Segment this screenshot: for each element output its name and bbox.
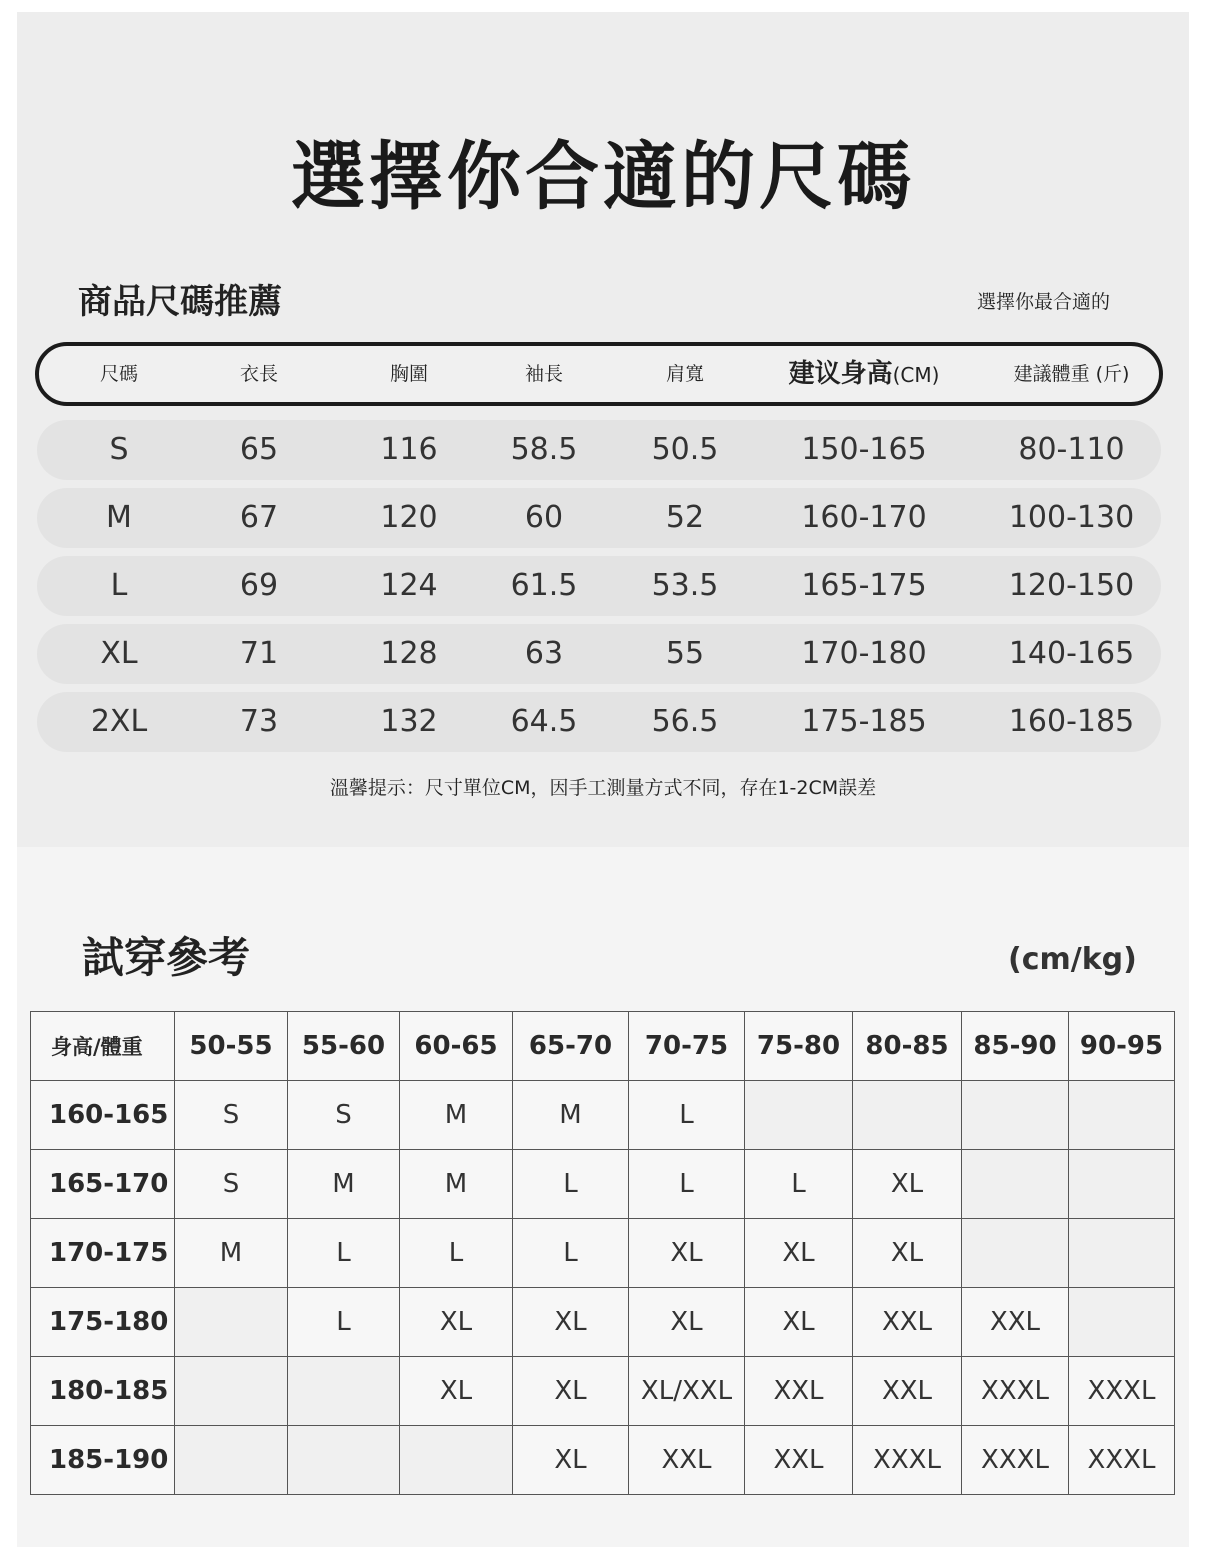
fit-size-cell: XL: [513, 1357, 629, 1426]
fit-size-cell: L: [629, 1081, 745, 1150]
fit-size-cell: M: [400, 1150, 513, 1219]
fit-unit: (cm/kg): [1008, 942, 1137, 977]
fit-size-cell: M: [288, 1150, 400, 1219]
fit-reference-table: [30, 1011, 1175, 1495]
fit-height-label: 180-185: [31, 1357, 175, 1426]
fit-size-cell: [962, 1150, 1069, 1219]
fit-size-cell: [288, 1357, 400, 1426]
header-chest: 胸圍: [389, 363, 428, 385]
fit-size-cell: XXXL: [1069, 1426, 1175, 1495]
fit-size-cell: XL: [745, 1288, 853, 1357]
fit-corner-label: 身高/體重: [31, 1012, 175, 1081]
fit-size-cell: XXXL: [962, 1426, 1069, 1495]
size-row: [37, 624, 1161, 684]
fit-size-cell: XXL: [745, 1426, 853, 1495]
fit-size-cell: L: [288, 1219, 400, 1288]
page-title: 選擇你合適的尺碼: [291, 134, 915, 220]
size-cell-height: 160-170: [801, 500, 927, 535]
fit-size-cell: L: [288, 1288, 400, 1357]
size-cell-weight: 80-110: [1018, 432, 1125, 467]
fit-size-cell: [1069, 1081, 1175, 1150]
fit-size-cell: [1069, 1288, 1175, 1357]
size-cell-size: L: [110, 568, 128, 603]
header-length: 衣長: [239, 363, 278, 385]
measurement-tip: 溫馨提示：尺寸單位CM，因手工測量方式不同，存在1-2CM誤差: [329, 777, 877, 799]
size-cell-weight: 140-165: [1008, 636, 1135, 671]
fit-title: 試穿參考: [82, 933, 251, 982]
size-cell-shoulder: 50.5: [651, 432, 719, 467]
fit-size-cell: L: [629, 1150, 745, 1219]
fit-weight-header: 90-95: [1069, 1012, 1175, 1081]
fit-size-cell: XL: [629, 1219, 745, 1288]
fit-weight-header: 60-65: [400, 1012, 513, 1081]
size-cell-shoulder: 55: [665, 636, 705, 671]
size-cell-size: XL: [100, 636, 138, 671]
fit-size-cell: M: [175, 1219, 288, 1288]
fit-size-cell: XXL: [853, 1357, 962, 1426]
header-shoulder: 肩寬: [665, 363, 704, 385]
fit-size-cell: XXL: [629, 1426, 745, 1495]
fit-weight-header: 70-75: [629, 1012, 745, 1081]
size-cell-chest: 128: [380, 636, 438, 671]
size-table-header: [35, 342, 1163, 406]
fit-size-cell: XL: [745, 1219, 853, 1288]
fit-height-label: 165-170: [31, 1150, 175, 1219]
size-cell-height: 165-175: [801, 568, 927, 603]
fit-size-cell: L: [513, 1219, 629, 1288]
fit-size-cell: XXXL: [962, 1357, 1069, 1426]
header-height-unit: (CM): [892, 363, 940, 387]
fit-size-cell: S: [175, 1081, 288, 1150]
fit-size-cell: [962, 1081, 1069, 1150]
fit-size-cell: [288, 1426, 400, 1495]
fit-height-label: 185-190: [31, 1426, 175, 1495]
size-cell-height: 170-180: [801, 636, 927, 671]
fit-size-cell: XL: [629, 1288, 745, 1357]
fit-height-label: 160-165: [31, 1081, 175, 1150]
fit-row: [31, 1288, 1175, 1357]
fit-weight-header: 55-60: [288, 1012, 400, 1081]
fit-size-cell: [175, 1357, 288, 1426]
size-cell-chest: 124: [380, 568, 438, 603]
size-cell-length: 71: [239, 636, 279, 671]
recommend-note: 選擇你最合適的: [977, 291, 1111, 313]
header-sleeve: 袖長: [524, 363, 563, 385]
fit-row: [31, 1081, 1175, 1150]
size-cell-size: 2XL: [90, 704, 148, 739]
fit-size-cell: XL: [853, 1219, 962, 1288]
fit-size-cell: XL/XXL: [629, 1357, 745, 1426]
header-height: [769, 346, 959, 404]
fit-row: [31, 1357, 1175, 1426]
fit-weight-header: 65-70: [513, 1012, 629, 1081]
fit-size-cell: [175, 1288, 288, 1357]
size-cell-sleeve: 63: [524, 636, 564, 671]
fit-size-cell: L: [400, 1219, 513, 1288]
size-cell-shoulder: 52: [665, 500, 705, 535]
fit-row: [31, 1426, 1175, 1495]
fit-size-cell: XXL: [853, 1288, 962, 1357]
fit-size-cell: S: [288, 1081, 400, 1150]
size-cell-shoulder: 53.5: [651, 568, 719, 603]
size-cell-weight: 120-150: [1008, 568, 1135, 603]
size-row: [37, 420, 1161, 480]
fit-size-cell: XXXL: [1069, 1357, 1175, 1426]
size-cell-shoulder: 56.5: [651, 704, 719, 739]
fit-size-cell: [1069, 1150, 1175, 1219]
fit-weight-header: 80-85: [853, 1012, 962, 1081]
size-cell-sleeve: 58.5: [510, 432, 578, 467]
size-row: [37, 556, 1161, 616]
fit-size-cell: M: [400, 1081, 513, 1150]
size-cell-chest: 132: [380, 704, 438, 739]
fit-row: [31, 1150, 1175, 1219]
fit-size-cell: XXXL: [853, 1426, 962, 1495]
fit-row: [31, 1219, 1175, 1288]
fit-height-label: 175-180: [31, 1288, 175, 1357]
size-cell-length: 65: [239, 432, 279, 467]
size-cell-weight: 160-185: [1008, 704, 1135, 739]
size-cell-chest: 116: [380, 432, 438, 467]
header-size: 尺碼: [99, 363, 138, 385]
size-cell-size: M: [106, 500, 132, 535]
size-cell-size: S: [109, 432, 129, 467]
fit-size-cell: L: [513, 1150, 629, 1219]
fit-size-cell: [745, 1081, 853, 1150]
recommend-title: 商品尺碼推薦: [78, 282, 282, 322]
header-weight: 建議體重 (斤): [1013, 363, 1130, 385]
size-cell-sleeve: 64.5: [510, 704, 578, 739]
size-cell-length: 73: [239, 704, 279, 739]
header-height-label: 建议身高: [788, 359, 893, 389]
size-cell-chest: 120: [380, 500, 438, 535]
fit-weight-header: 50-55: [175, 1012, 288, 1081]
size-cell-sleeve: 61.5: [510, 568, 578, 603]
fit-size-cell: XL: [513, 1426, 629, 1495]
fit-size-cell: XXL: [962, 1288, 1069, 1357]
size-cell-height: 150-165: [801, 432, 927, 467]
size-cell-height: 175-185: [801, 704, 927, 739]
fit-size-cell: [1069, 1219, 1175, 1288]
size-cell-length: 69: [239, 568, 279, 603]
fit-height-label: 170-175: [31, 1219, 175, 1288]
fit-size-cell: [853, 1081, 962, 1150]
fit-size-cell: [175, 1426, 288, 1495]
fit-size-cell: XL: [513, 1288, 629, 1357]
fit-size-cell: M: [513, 1081, 629, 1150]
fit-weight-header: 85-90: [962, 1012, 1069, 1081]
fit-size-cell: [400, 1426, 513, 1495]
fit-size-cell: L: [745, 1150, 853, 1219]
size-cell-length: 67: [239, 500, 279, 535]
size-cell-weight: 100-130: [1008, 500, 1135, 535]
size-row: [37, 692, 1161, 752]
fit-size-cell: [962, 1219, 1069, 1288]
fit-size-cell: XL: [853, 1150, 962, 1219]
size-row: [37, 488, 1161, 548]
fit-size-cell: XL: [400, 1357, 513, 1426]
fit-size-cell: S: [175, 1150, 288, 1219]
size-cell-sleeve: 60: [524, 500, 564, 535]
fit-weight-header: 75-80: [745, 1012, 853, 1081]
fit-size-cell: XXL: [745, 1357, 853, 1426]
fit-size-cell: XL: [400, 1288, 513, 1357]
